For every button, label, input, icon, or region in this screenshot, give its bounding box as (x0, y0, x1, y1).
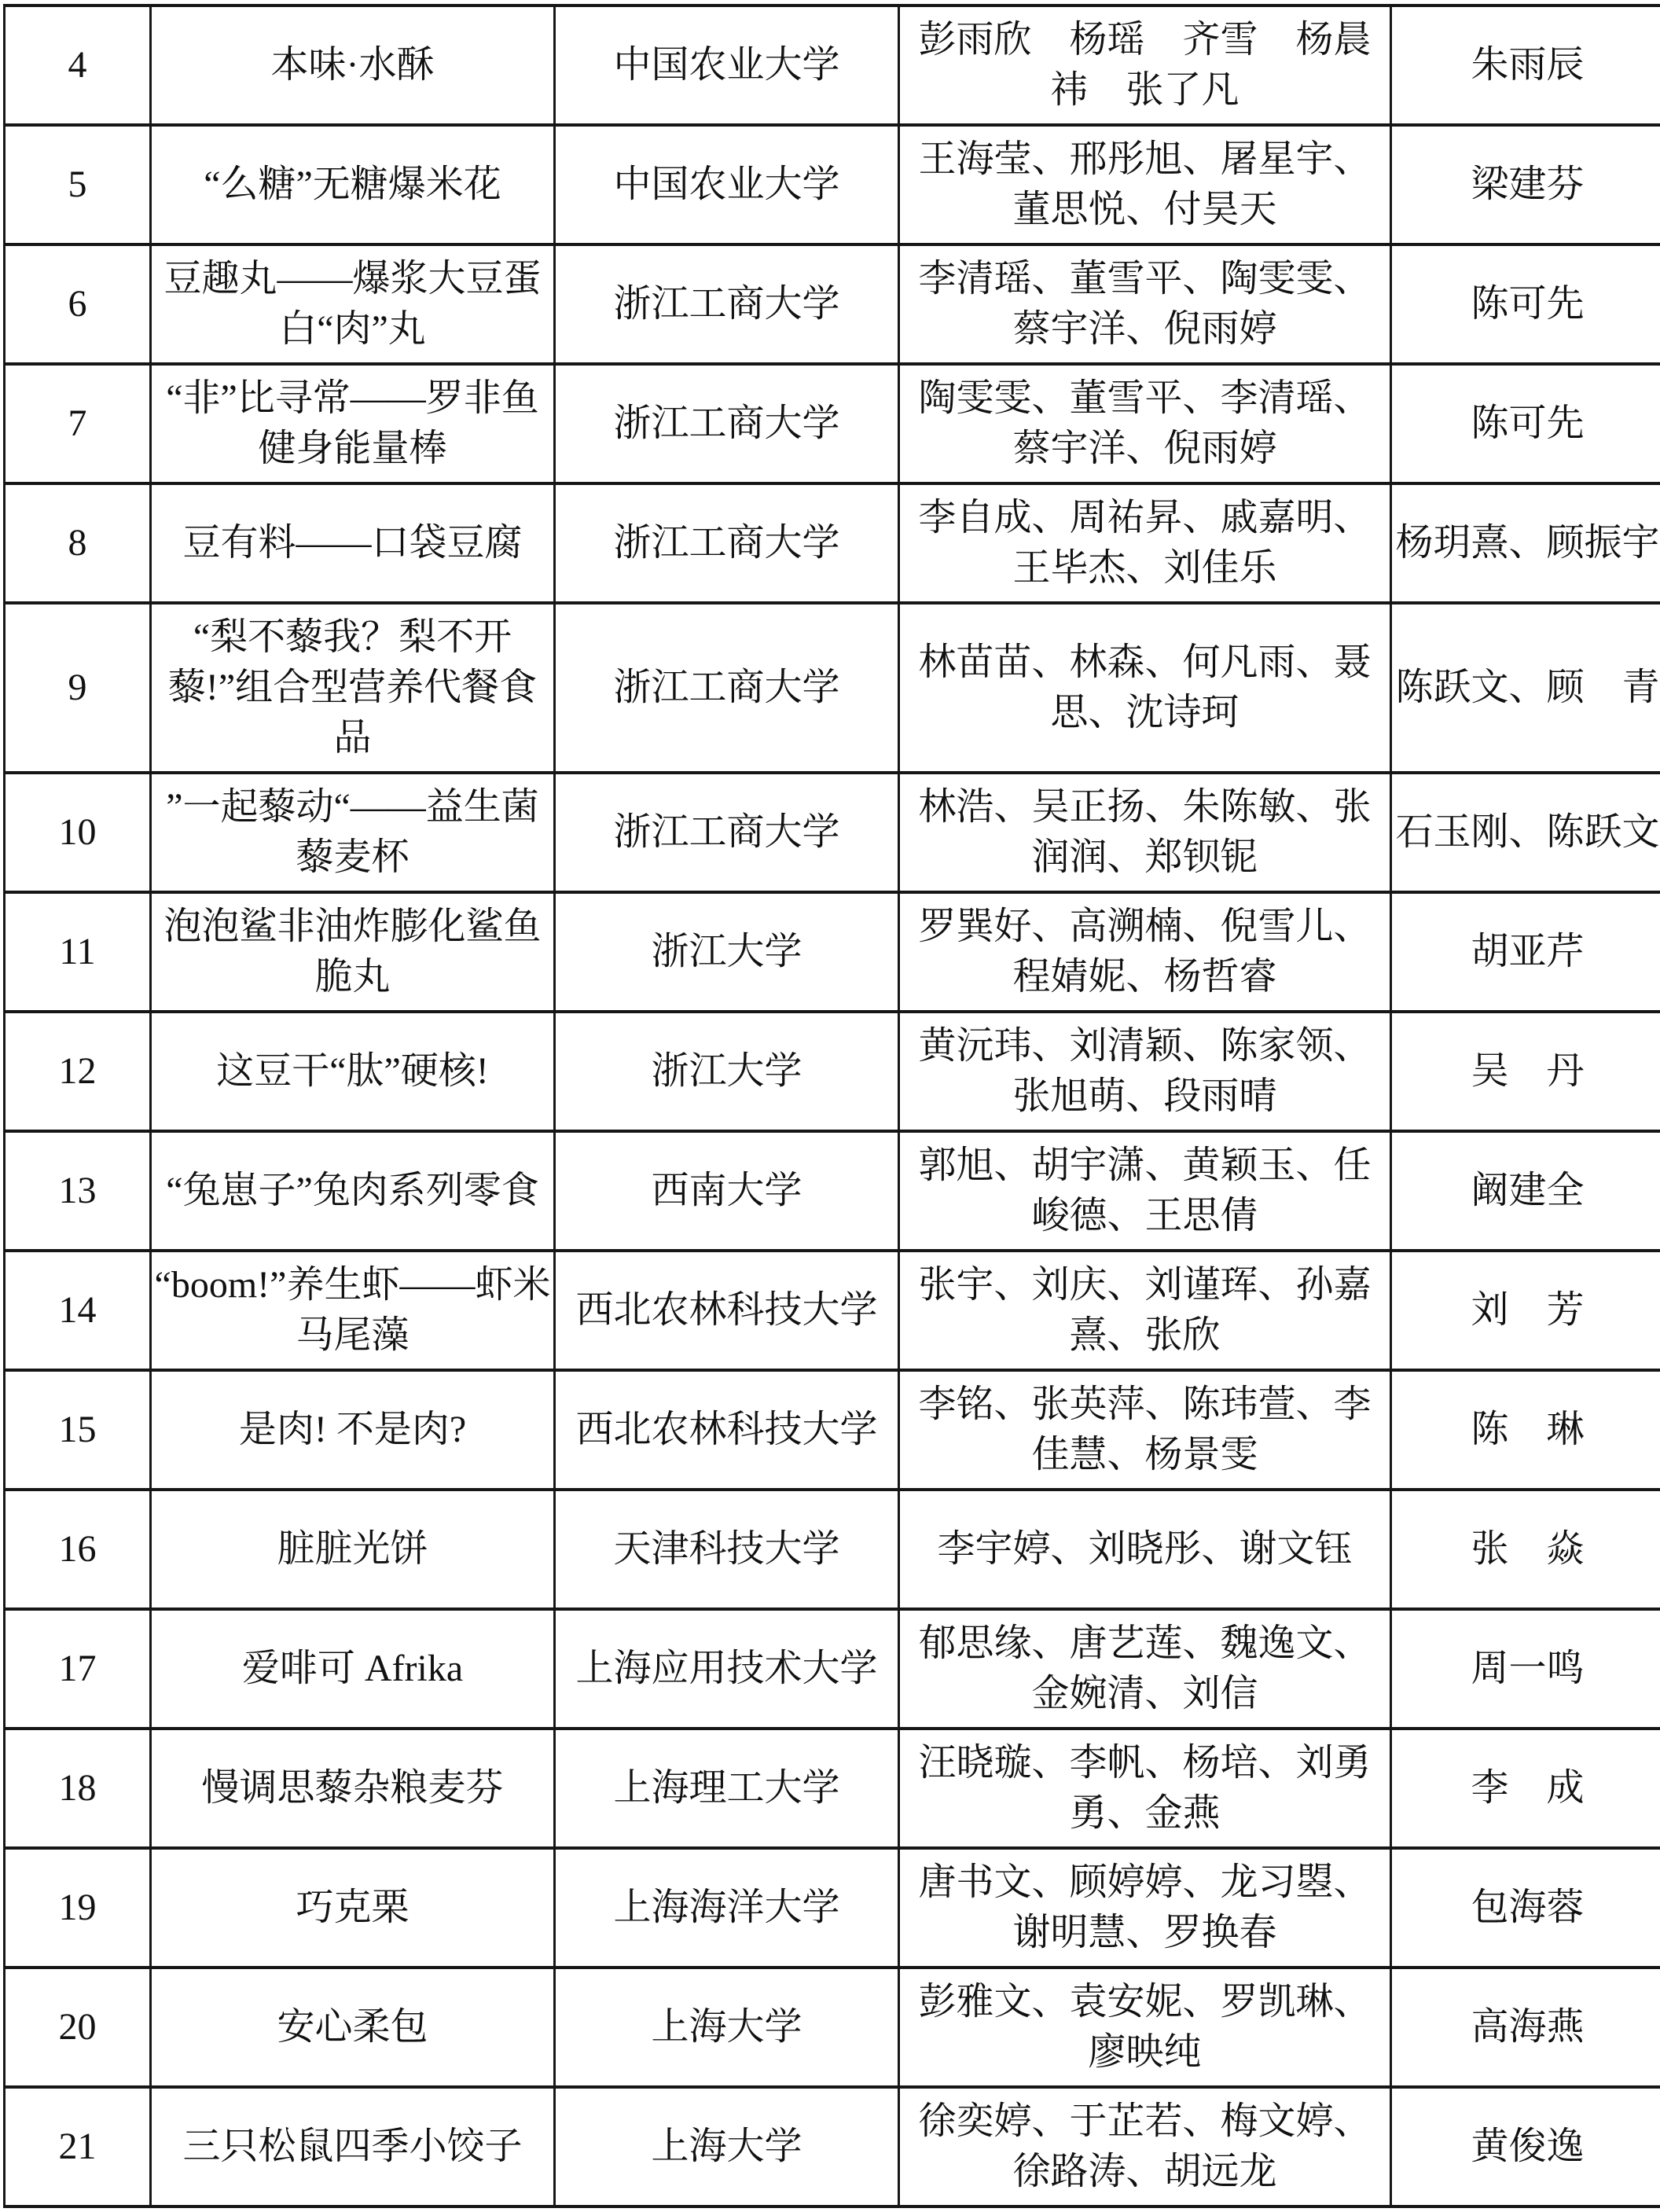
university-cell: 浙江工商大学 (555, 483, 899, 603)
team-members-cell: 黄沅玮、刘清颖、陈家领、张旭萌、段雨晴 (899, 1012, 1391, 1131)
table-row (5, 1848, 1660, 1968)
table-row (5, 773, 1660, 892)
project-name-cell: “兔崽子”兔肉系列零食 (151, 1131, 555, 1251)
row-number-cell: 16 (5, 1490, 151, 1609)
project-name-cell: “么糖”无糖爆米花 (151, 125, 555, 244)
advisor-cell: 朱雨辰 (1391, 6, 1660, 125)
row-number-cell: 9 (5, 603, 151, 773)
university-cell: 上海大学 (555, 1968, 899, 2087)
table-row (5, 1251, 1660, 1370)
advisor-cell: 刘 芳 (1391, 1251, 1660, 1370)
team-members-cell: 李宇婷、刘晓彤、谢文钰 (899, 1490, 1391, 1609)
university-cell: 上海海洋大学 (555, 1848, 899, 1968)
table-row (5, 244, 1660, 364)
university-cell: 浙江大学 (555, 892, 899, 1012)
table-row (5, 603, 1660, 773)
table-row (5, 1370, 1660, 1490)
project-name-cell: 慢调思藜杂粮麦芬 (151, 1729, 555, 1848)
university-cell: 浙江大学 (555, 1012, 899, 1131)
row-number-cell: 8 (5, 483, 151, 603)
award-table-body (5, 6, 1660, 2206)
row-number-cell: 19 (5, 1848, 151, 1968)
row-number-cell: 4 (5, 6, 151, 125)
table-row (5, 364, 1660, 483)
project-name-cell: ”一起藜动“——益生菌藜麦杯 (151, 773, 555, 892)
advisor-cell: 陈跃文、顾 青 (1391, 603, 1660, 773)
row-number-cell: 13 (5, 1131, 151, 1251)
row-number-cell: 10 (5, 773, 151, 892)
advisor-cell: 包海蓉 (1391, 1848, 1660, 1968)
row-number-cell: 15 (5, 1370, 151, 1490)
row-number-cell: 6 (5, 244, 151, 364)
advisor-cell: 吴 丹 (1391, 1012, 1660, 1131)
team-members-cell: 彭雨欣 杨瑶 齐雪 杨晨祎 张了凡 (899, 6, 1391, 125)
row-number-cell: 17 (5, 1609, 151, 1729)
university-cell: 天津科技大学 (555, 1490, 899, 1609)
advisor-cell: 陈 琳 (1391, 1370, 1660, 1490)
row-number-cell: 14 (5, 1251, 151, 1370)
team-members-cell: 郁思缘、唐艺莲、魏逸文、金婉清、刘信 (899, 1609, 1391, 1729)
team-members-cell: 李自成、周祐昇、戚嘉明、王毕杰、刘佳乐 (899, 483, 1391, 603)
project-name-cell: 爱啡可 Afrika (151, 1609, 555, 1729)
team-members-cell: 陶雯雯、董雪平、李清瑶、蔡宇洋、倪雨婷 (899, 364, 1391, 483)
advisor-cell: 黄俊逸 (1391, 2087, 1660, 2206)
table-row (5, 892, 1660, 1012)
team-members-cell: 罗巽好、高溯楠、倪雪儿、程婧妮、杨哲睿 (899, 892, 1391, 1012)
team-members-cell: 李清瑶、董雪平、陶雯雯、蔡宇洋、倪雨婷 (899, 244, 1391, 364)
project-name-cell: 安心柔包 (151, 1968, 555, 2087)
team-members-cell: 郭旭、胡宇潇、黄颖玉、任峻德、王思倩 (899, 1131, 1391, 1251)
table-row (5, 125, 1660, 244)
university-cell: 西南大学 (555, 1131, 899, 1251)
advisor-cell: 周一鸣 (1391, 1609, 1660, 1729)
row-number-cell: 21 (5, 2087, 151, 2206)
advisor-cell: 阚建全 (1391, 1131, 1660, 1251)
project-name-cell: 巧克栗 (151, 1848, 555, 1968)
table-row (5, 1490, 1660, 1609)
table-row (5, 483, 1660, 603)
project-name-cell: 泡泡鲨非油炸膨化鲨鱼脆丸 (151, 892, 555, 1012)
advisor-cell: 陈可先 (1391, 364, 1660, 483)
team-members-cell: 唐书文、顾婷婷、龙习曌、谢明慧、罗换春 (899, 1848, 1391, 1968)
table-row (5, 2087, 1660, 2206)
project-name-cell: “梨不藜我？梨不开藜!”组合型营养代餐食品 (151, 603, 555, 773)
row-number-cell: 20 (5, 1968, 151, 2087)
table-row (5, 1131, 1660, 1251)
advisor-cell: 高海燕 (1391, 1968, 1660, 2087)
team-members-cell: 彭雅文、袁安妮、罗凯琳、廖映纯 (899, 1968, 1391, 2087)
project-name-cell: 是肉! 不是肉? (151, 1370, 555, 1490)
advisor-cell: 陈可先 (1391, 244, 1660, 364)
award-list-table (3, 4, 1660, 2208)
row-number-cell: 11 (5, 892, 151, 1012)
project-name-cell: 三只松鼠四季小饺子 (151, 2087, 555, 2206)
table-row (5, 1968, 1660, 2087)
university-cell: 浙江工商大学 (555, 244, 899, 364)
team-members-cell: 林苗苗、林森、何凡雨、聂思、沈诗珂 (899, 603, 1391, 773)
project-name-cell: 本味·水酥 (151, 6, 555, 125)
team-members-cell: 汪晓璇、李帆、杨培、刘勇勇、金燕 (899, 1729, 1391, 1848)
advisor-cell: 杨玥熹、顾振宇 (1391, 483, 1660, 603)
table-row (5, 1609, 1660, 1729)
university-cell: 西北农林科技大学 (555, 1251, 899, 1370)
row-number-cell: 12 (5, 1012, 151, 1131)
team-members-cell: 张宇、刘庆、刘谨珲、孙嘉熹、张欣 (899, 1251, 1391, 1370)
advisor-cell: 胡亚芹 (1391, 892, 1660, 1012)
advisor-cell: 李 成 (1391, 1729, 1660, 1848)
university-cell: 浙江工商大学 (555, 364, 899, 483)
project-name-cell: 豆有料——口袋豆腐 (151, 483, 555, 603)
row-number-cell: 18 (5, 1729, 151, 1848)
team-members-cell: 王海莹、邢彤旭、屠星宇、董思悦、付昊天 (899, 125, 1391, 244)
project-name-cell: “非”比寻常——罗非鱼健身能量棒 (151, 364, 555, 483)
university-cell: 中国农业大学 (555, 6, 899, 125)
university-cell: 浙江工商大学 (555, 773, 899, 892)
table-row (5, 6, 1660, 125)
team-members-cell: 徐奕婷、于芷若、梅文婷、徐路涛、胡远龙 (899, 2087, 1391, 2206)
advisor-cell: 张 焱 (1391, 1490, 1660, 1609)
row-number-cell: 5 (5, 125, 151, 244)
advisor-cell: 梁建芬 (1391, 125, 1660, 244)
university-cell: 浙江工商大学 (555, 603, 899, 773)
team-members-cell: 李铭、张英萍、陈玮萱、李佳慧、杨景雯 (899, 1370, 1391, 1490)
row-number-cell: 7 (5, 364, 151, 483)
team-members-cell: 林浩、吴正扬、朱陈敏、张润润、郑钡铌 (899, 773, 1391, 892)
university-cell: 上海大学 (555, 2087, 899, 2206)
advisor-cell: 石玉刚、陈跃文 (1391, 773, 1660, 892)
project-name-cell: 脏脏光饼 (151, 1490, 555, 1609)
university-cell: 上海理工大学 (555, 1729, 899, 1848)
table-row (5, 1729, 1660, 1848)
university-cell: 西北农林科技大学 (555, 1370, 899, 1490)
university-cell: 中国农业大学 (555, 125, 899, 244)
project-name-cell: 这豆干“肽”硬核! (151, 1012, 555, 1131)
project-name-cell: 豆趣丸——爆浆大豆蛋白“肉”丸 (151, 244, 555, 364)
table-row (5, 1012, 1660, 1131)
project-name-cell: “boom!”养生虾——虾米马尾藻 (151, 1251, 555, 1370)
university-cell: 上海应用技术大学 (555, 1609, 899, 1729)
